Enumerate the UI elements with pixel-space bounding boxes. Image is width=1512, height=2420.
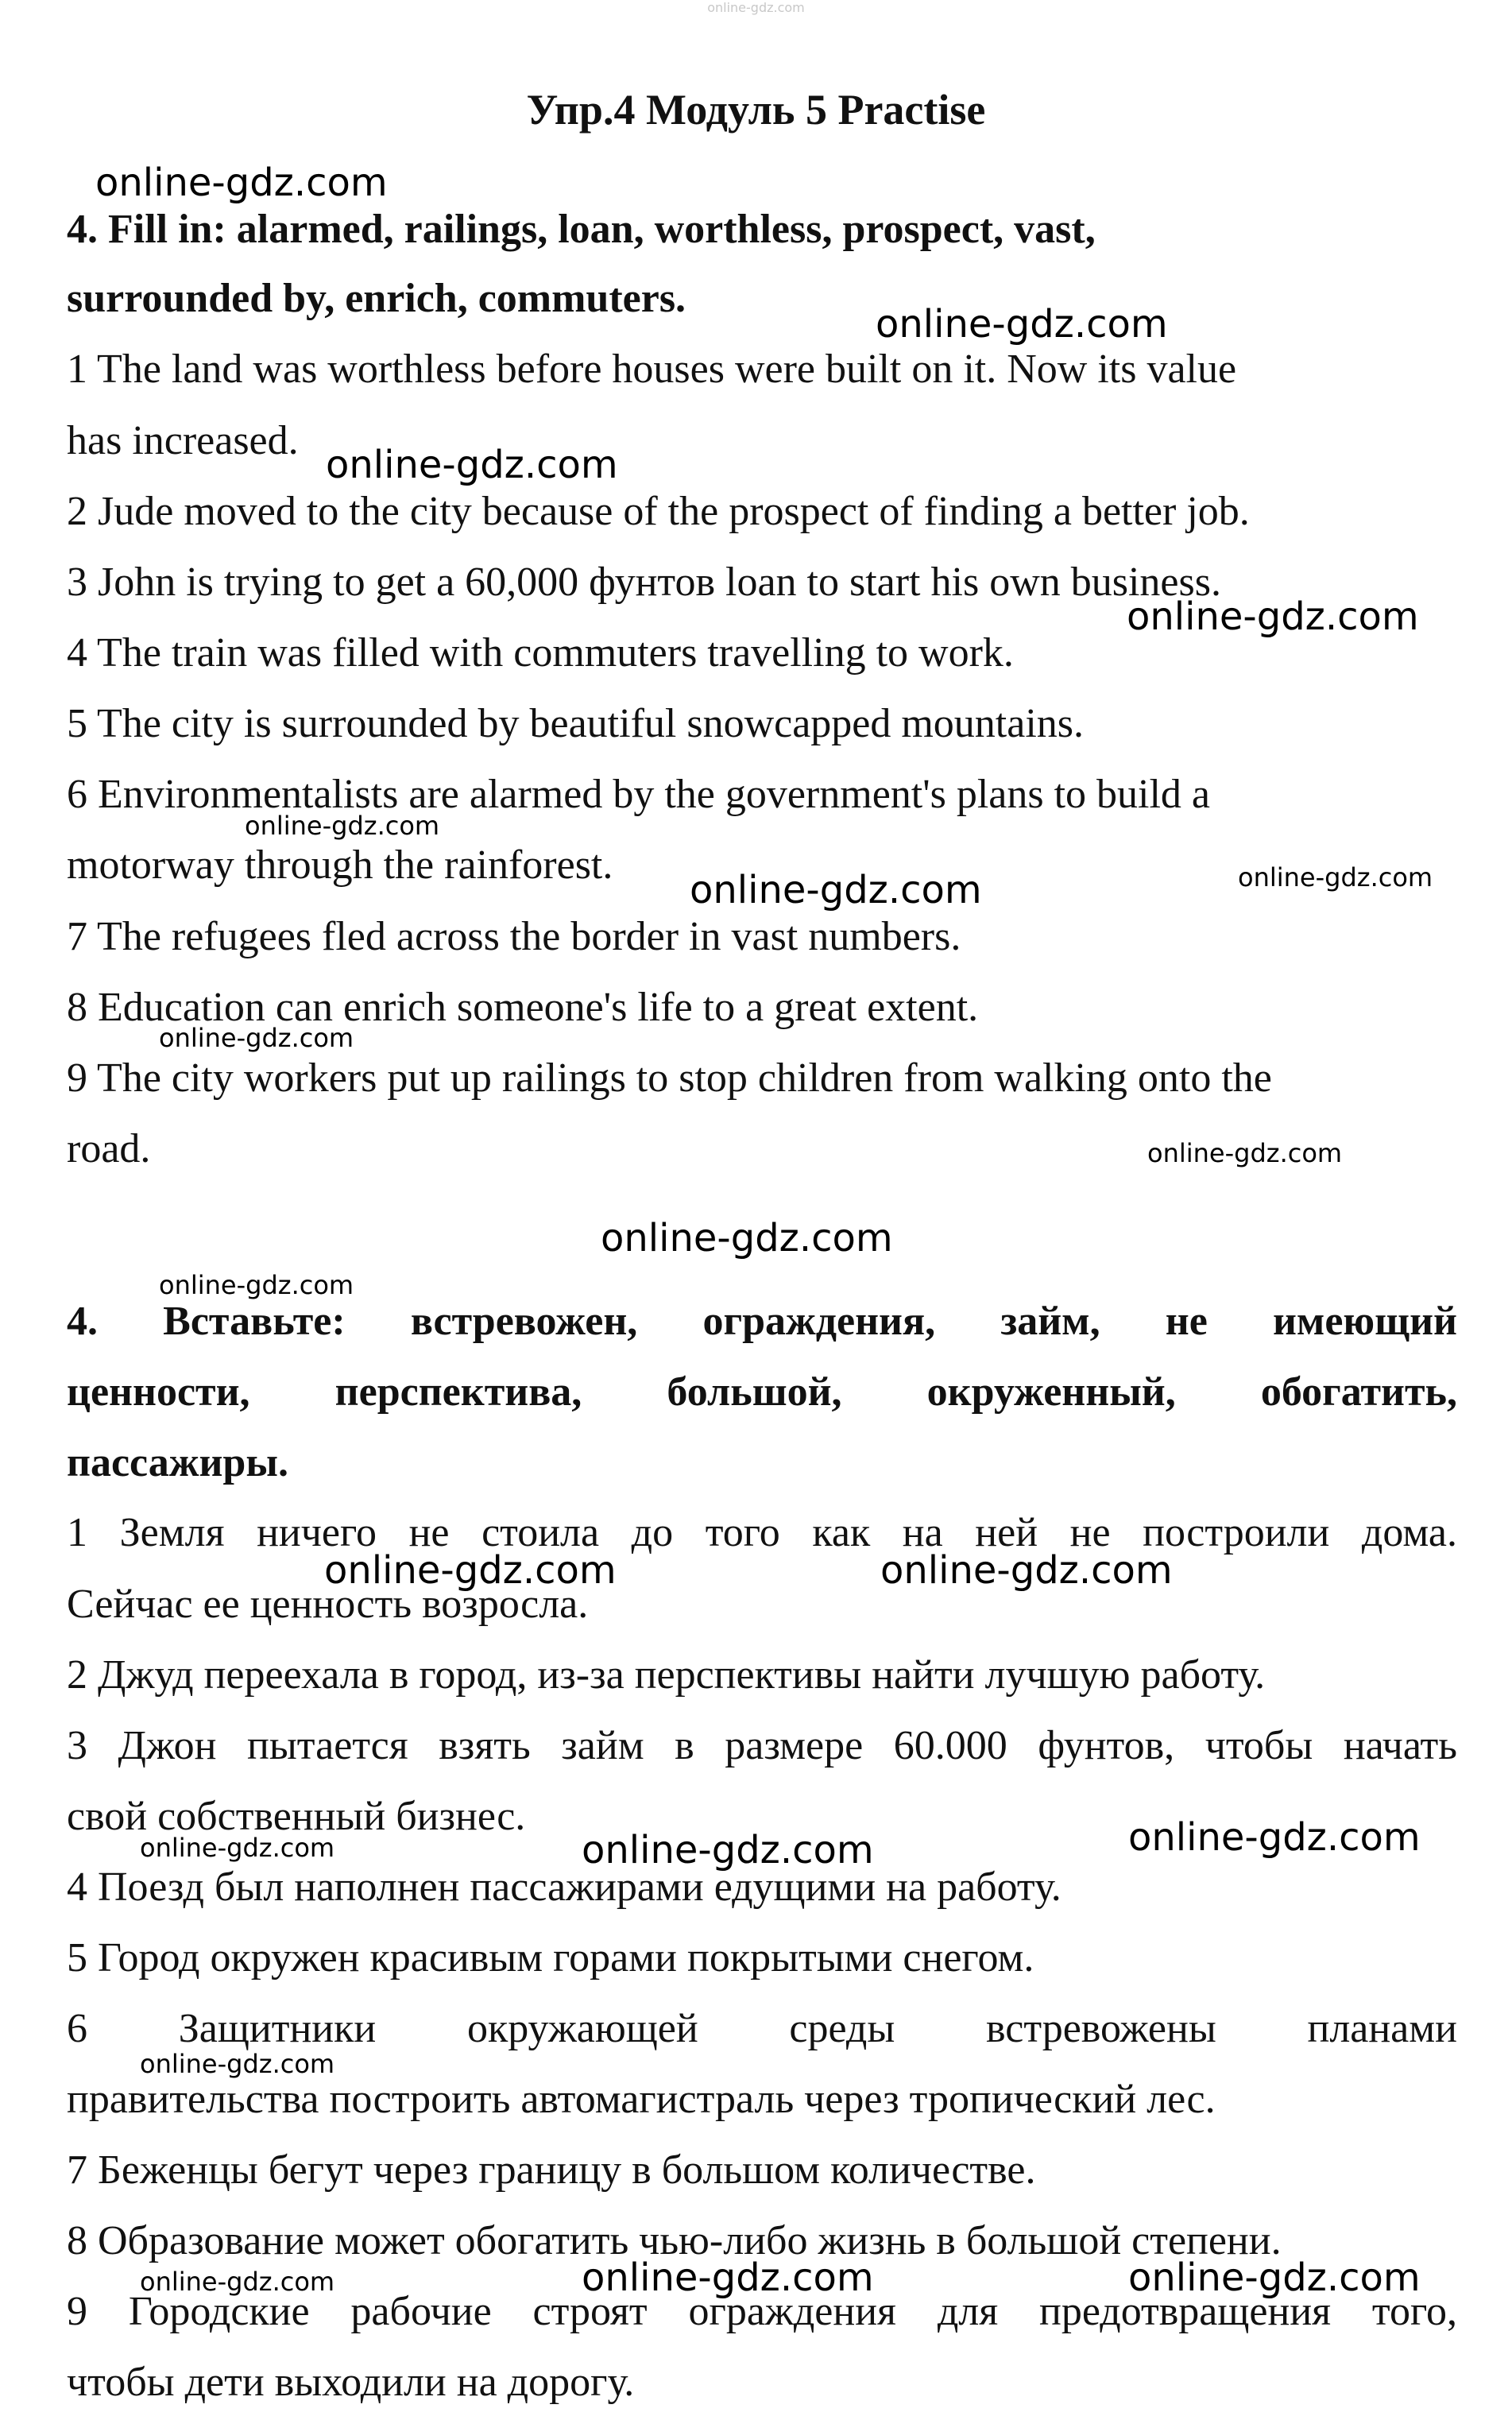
watermark: online-gdz.com [140, 2049, 335, 2079]
watermark: online-gdz.com [326, 443, 618, 487]
watermark: online-gdz.com [159, 1023, 354, 1053]
english-line: motorway through the rainforest. [67, 842, 613, 888]
russian-line: 2 Джуд переехала в город, из-за перспективы найти лучшую работу. [67, 1652, 1266, 1698]
watermark: online-gdz.com [1128, 2255, 1421, 2300]
russian-line: 4 Поезд был наполнен пассажирами едущими на работу. [67, 1864, 1061, 1910]
watermark: online-gdz.com [140, 1833, 335, 1863]
watermark: online-gdz.com [582, 2255, 874, 2300]
site-mark: online-gdz.com [707, 0, 805, 15]
english-line: 2 Jude moved to the city because of the prospect of finding a better job. [67, 489, 1250, 534]
english-line: 3 John is trying to get a 60,000 фунтов loan to start his own business. [67, 560, 1221, 605]
watermark: online-gdz.com [1238, 862, 1433, 892]
watermark: online-gdz.com [140, 2267, 335, 2297]
watermark: online-gdz.com [876, 302, 1168, 347]
russian-line: 3 Джон пытается взять займ в размере 60.000 фунтов, чтобы начать [67, 1723, 1457, 1768]
english-line: 1 The land was worthless before houses were built on it. Now its value [67, 347, 1237, 392]
english-task-line-1: 4. Fill in: alarmed, railings, loan, worthless, prospect, vast, [67, 207, 1096, 252]
russian-line: 5 Город окружен красивым горами покрытыми снегом. [67, 1935, 1034, 1981]
watermark: online-gdz.com [245, 811, 440, 841]
russian-task-line-1: 4. Вставьте: встревожен, ограждения, займ, не имеющий [67, 1299, 1457, 1344]
russian-line: 9 Городские рабочие строят ограждения для предотвращения того, [67, 2289, 1457, 2334]
watermark: online-gdz.com [95, 161, 388, 205]
watermark: online-gdz.com [324, 1548, 617, 1593]
watermark: online-gdz.com [1128, 1815, 1421, 1860]
english-line: has increased. [67, 418, 299, 463]
english-line: 6 Environmentalists are alarmed by the government's plans to build a [67, 772, 1211, 817]
russian-line: 6 Защитники окружающей среды встревожены планами [67, 2006, 1457, 2051]
page-title: Упр.4 Модуль 5 Practise [526, 86, 986, 134]
english-line: 7 The refugees fled across the border in vast numbers. [67, 914, 961, 959]
russian-line: свой собственный бизнес. [67, 1794, 526, 1839]
russian-line: 1 Земля ничего не стоила до того как на ней не построили дома. [67, 1510, 1457, 1555]
russian-line: правительства построить автомагистраль через тропический лес. [67, 2077, 1216, 2122]
watermark: online-gdz.com [690, 868, 982, 912]
english-line: 5 The city is surrounded by beautiful snowcapped mountains. [67, 701, 1085, 746]
russian-line: чтобы дети выходили на дорогу. [67, 2360, 635, 2405]
english-line: 8 Education can enrich someone's life to a great extent. [67, 985, 979, 1030]
russian-line: Сейчас ее ценность возросла. [67, 1582, 589, 1627]
english-task-line-2: surrounded by, enrich, commuters. [67, 276, 686, 321]
watermark: online-gdz.com [1147, 1138, 1343, 1168]
english-line: road. [67, 1126, 151, 1171]
russian-task-line-3: пассажиры. [67, 1440, 288, 1485]
russian-line: 8 Образование может обогатить чью-либо жизнь в большой степени. [67, 2218, 1282, 2263]
watermark: online-gdz.com [601, 1216, 893, 1260]
english-line: 4 The train was filled with commuters travelling to work. [67, 630, 1014, 676]
watermark: online-gdz.com [159, 1270, 354, 1300]
watermark: online-gdz.com [880, 1548, 1173, 1593]
watermark: online-gdz.com [1127, 594, 1419, 639]
english-line: 9 The city workers put up railings to stop children from walking onto the [67, 1055, 1272, 1101]
russian-line: 7 Беженцы бегут через границу в большом количестве. [67, 2147, 1036, 2193]
watermark: online-gdz.com [582, 1828, 874, 1872]
russian-task-line-2: ценности, перспектива, большой, окруженный, обогатить, [67, 1369, 1457, 1415]
